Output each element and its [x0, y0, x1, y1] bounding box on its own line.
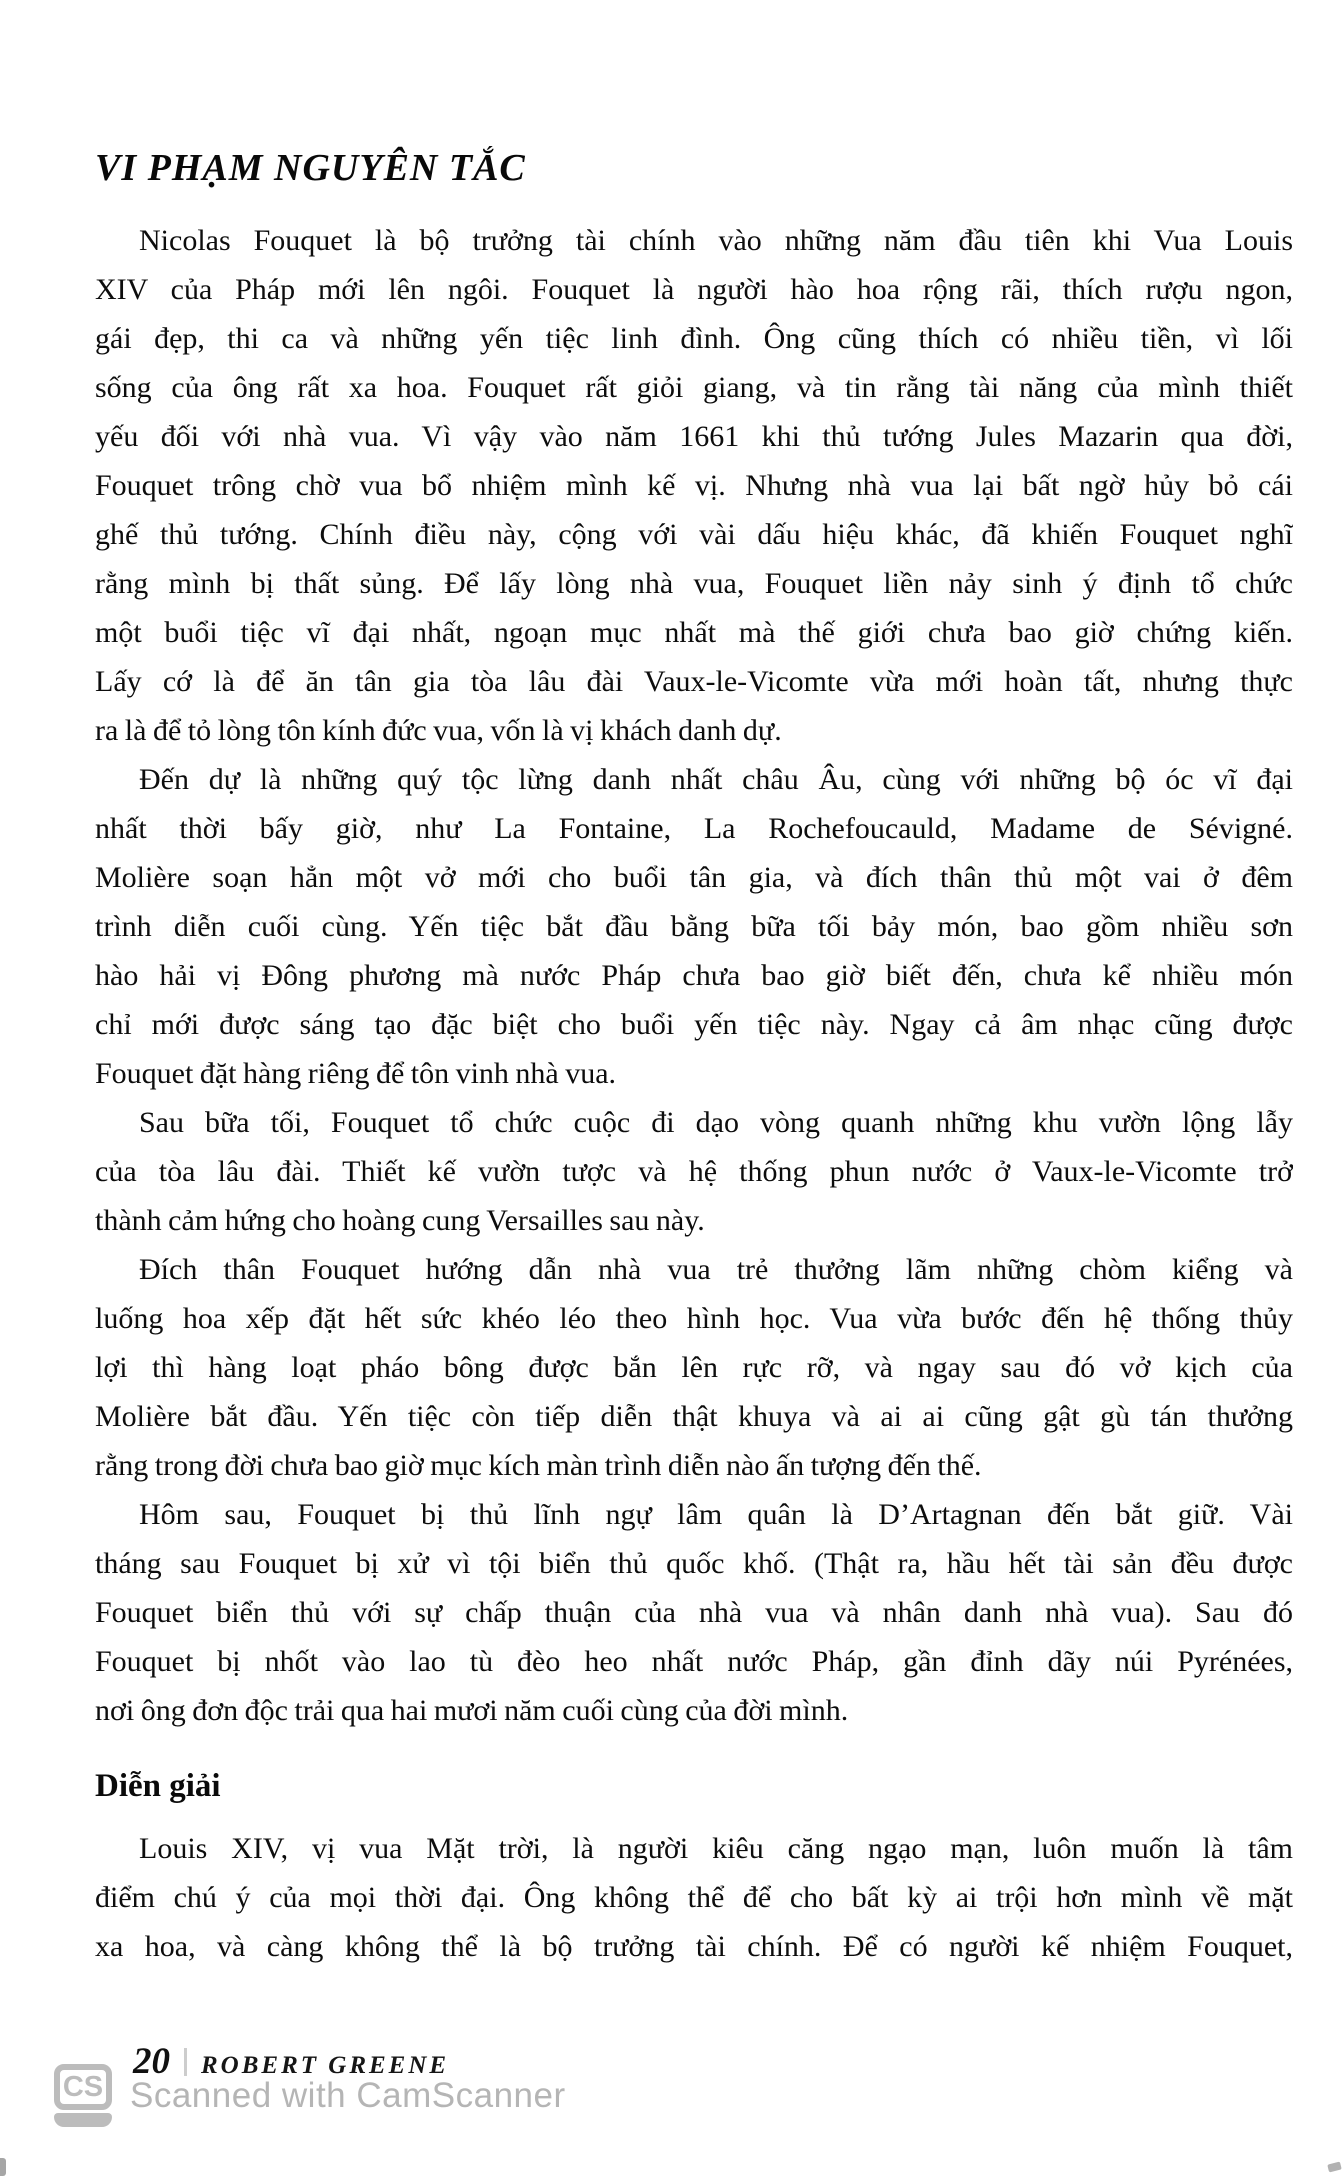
- text-line: Fouquet trông chờ vua bổ nhiệm mình kế vị. Nhưng nhà vua lại bất ngờ hủy bỏ cái: [95, 469, 1293, 502]
- text-line: của tòa lâu đài. Thiết kế vườn tược và hệ thống phun nước ở Vaux-le-Vicomte trở: [95, 1155, 1293, 1188]
- text-line: luống hoa xếp đặt hết sức khéo léo theo hình học. Vua vừa bước đến hệ thống thủy: [95, 1302, 1293, 1335]
- text-line: Fouquet bị nhốt vào lao tù đèo heo nhất nước Pháp, gần đỉnh dãy núi Pyrénées,: [95, 1645, 1293, 1678]
- text-line: rằng mình bị thất sủng. Để lấy lòng nhà vua, Fouquet liền nảy sinh ý định tổ chức: [95, 567, 1293, 600]
- text-line: Fouquet biển thủ với sự chấp thuận của nhà vua và nhân danh nhà vua). Sau đó: [95, 1596, 1293, 1629]
- text-line: một buổi tiệc vĩ đại nhất, ngoạn mục nhất mà thế giới chưa bao giờ chứng kiến.: [95, 616, 1293, 649]
- text-line: hào hải vị Đông phương mà nước Pháp chưa bao giờ biết đến, chưa kể nhiều món: [95, 959, 1293, 992]
- camscanner-logo-bar: [54, 2113, 112, 2127]
- text-line: xa hoa, và càng không thể là bộ trưởng tài chính. Để có người kế nhiệm Fouquet,: [95, 1930, 1293, 1963]
- text-line: Đích thân Fouquet hướng dẫn nhà vua trẻ thưởng lãm những chòm kiểng và: [139, 1253, 1293, 1286]
- text-line: nhất thời bấy giờ, như La Fontaine, La Rochefoucauld, Madame de Sévigné.: [95, 812, 1293, 845]
- page-number: 20: [133, 2041, 170, 2082]
- section-title: VI PHẠM NGUYÊN TẮC: [95, 147, 526, 189]
- text-line: Molière bắt đầu. Yến tiệc còn tiếp diễn thật khuya và ai ai cũng gật gù tán thưởng: [95, 1400, 1293, 1433]
- paragraph-6: [95, 1824, 1293, 1971]
- paragraph-5: [95, 1490, 1293, 1735]
- text-line: điểm chú ý của mọi thời đại. Ông không thể để cho bất kỳ ai trội hơn mình về mặt: [95, 1881, 1293, 1914]
- text-line: gái đẹp, thi ca và những yến tiệc linh đình. Ông cũng thích có nhiều tiền, vì lối: [95, 322, 1293, 355]
- author-running-head: ROBERT GREENE: [201, 2052, 450, 2079]
- text-line: Đến dự là những quý tộc lừng danh nhất châu Âu, cùng với những bộ óc vĩ đại: [139, 763, 1293, 796]
- text-line: Nicolas Fouquet là bộ trưởng tài chính vào những năm đầu tiên khi Vua Louis: [139, 224, 1293, 257]
- text-line: lợi thì hàng loạt pháo bông được bắn lên rực rỡ, và ngay sau đó vở kịch của: [95, 1351, 1293, 1384]
- text-line: Sau bữa tối, Fouquet tổ chức cuộc đi dạo vòng quanh những khu vườn lộng lẫy: [139, 1106, 1293, 1139]
- watermark-text: Scanned with CamScanner: [130, 2075, 566, 2115]
- text-line: nơi ông đơn độc trải qua hai mươi năm cuối cùng của đời mình.: [95, 1694, 849, 1727]
- text-line: Lấy cớ là để ăn tân gia tòa lâu đài Vaux-le-Vicomte vừa mới hoàn tất, nhưng thực: [95, 665, 1293, 698]
- text-line: thành cảm hứng cho hoàng cung Versailles sau này.: [95, 1204, 705, 1237]
- scan-artifact-bottom-right: [1327, 2162, 1342, 2173]
- paragraph-1: [95, 216, 1293, 755]
- text-line: chỉ mới được sáng tạo đặc biệt cho buổi yến tiệc này. Ngay cả âm nhạc cũng được: [95, 1008, 1293, 1041]
- text-line: trình diễn cuối cùng. Yến tiệc bắt đầu bằng bữa tối bảy món, bao gồm nhiều sơn: [95, 910, 1293, 943]
- text-line: Molière soạn hẳn một vở mới cho buổi tân gia, và đích thân thủ một vai ở đêm: [95, 861, 1293, 894]
- text-line: Hôm sau, Fouquet bị thủ lĩnh ngự lâm quân là D’Artagnan đến bắt giữ. Vài: [139, 1498, 1293, 1531]
- text-line: tháng sau Fouquet bị xử vì tội biển thủ quốc khố. (Thật ra, hầu hết tài sản đều được: [95, 1547, 1293, 1580]
- camscanner-logo-letters: [54, 2064, 112, 2110]
- text-line: ghế thủ tướng. Chính điều này, cộng với vài dấu hiệu khác, đã khiến Fouquet nghĩ: [95, 518, 1293, 551]
- text-line: XIV của Pháp mới lên ngôi. Fouquet là người hào hoa rộng rãi, thích rượu ngon,: [95, 273, 1293, 306]
- text-line: ra là để tỏ lòng tôn kính đức vua, vốn là vị khách danh dự.: [95, 714, 782, 747]
- text-block: [95, 146, 1293, 1971]
- text-line: yếu đối với nhà vua. Vì vậy vào năm 1661 khi thủ tướng Jules Mazarin qua đời,: [95, 420, 1293, 453]
- camscanner-logo-icon: [54, 2064, 112, 2127]
- text-line: sống của ông rất xa hoa. Fouquet rất giỏi giang, và tin rằng tài năng của mình thiết: [95, 371, 1293, 404]
- camscanner-watermark: [54, 2064, 566, 2127]
- paragraph-4: [95, 1245, 1293, 1490]
- text-line: rằng trong đời chưa bao giờ mục kích màn trình diễn nào ấn tượng đến thế.: [95, 1449, 982, 1482]
- text-line: Louis XIV, vị vua Mặt trời, là người kiêu căng ngạo mạn, luôn muốn là tâm: [139, 1832, 1293, 1865]
- text-line: Fouquet đặt hàng riêng để tôn vinh nhà vua.: [95, 1057, 617, 1090]
- paragraph-3: [95, 1098, 1293, 1245]
- section-heading-dien-giai: Diễn giải: [95, 1768, 221, 1804]
- camscanner-logo-text: CS: [62, 2070, 104, 2103]
- scan-artifact-left-edge: [0, 2158, 6, 2176]
- paragraph-2: [95, 755, 1293, 1098]
